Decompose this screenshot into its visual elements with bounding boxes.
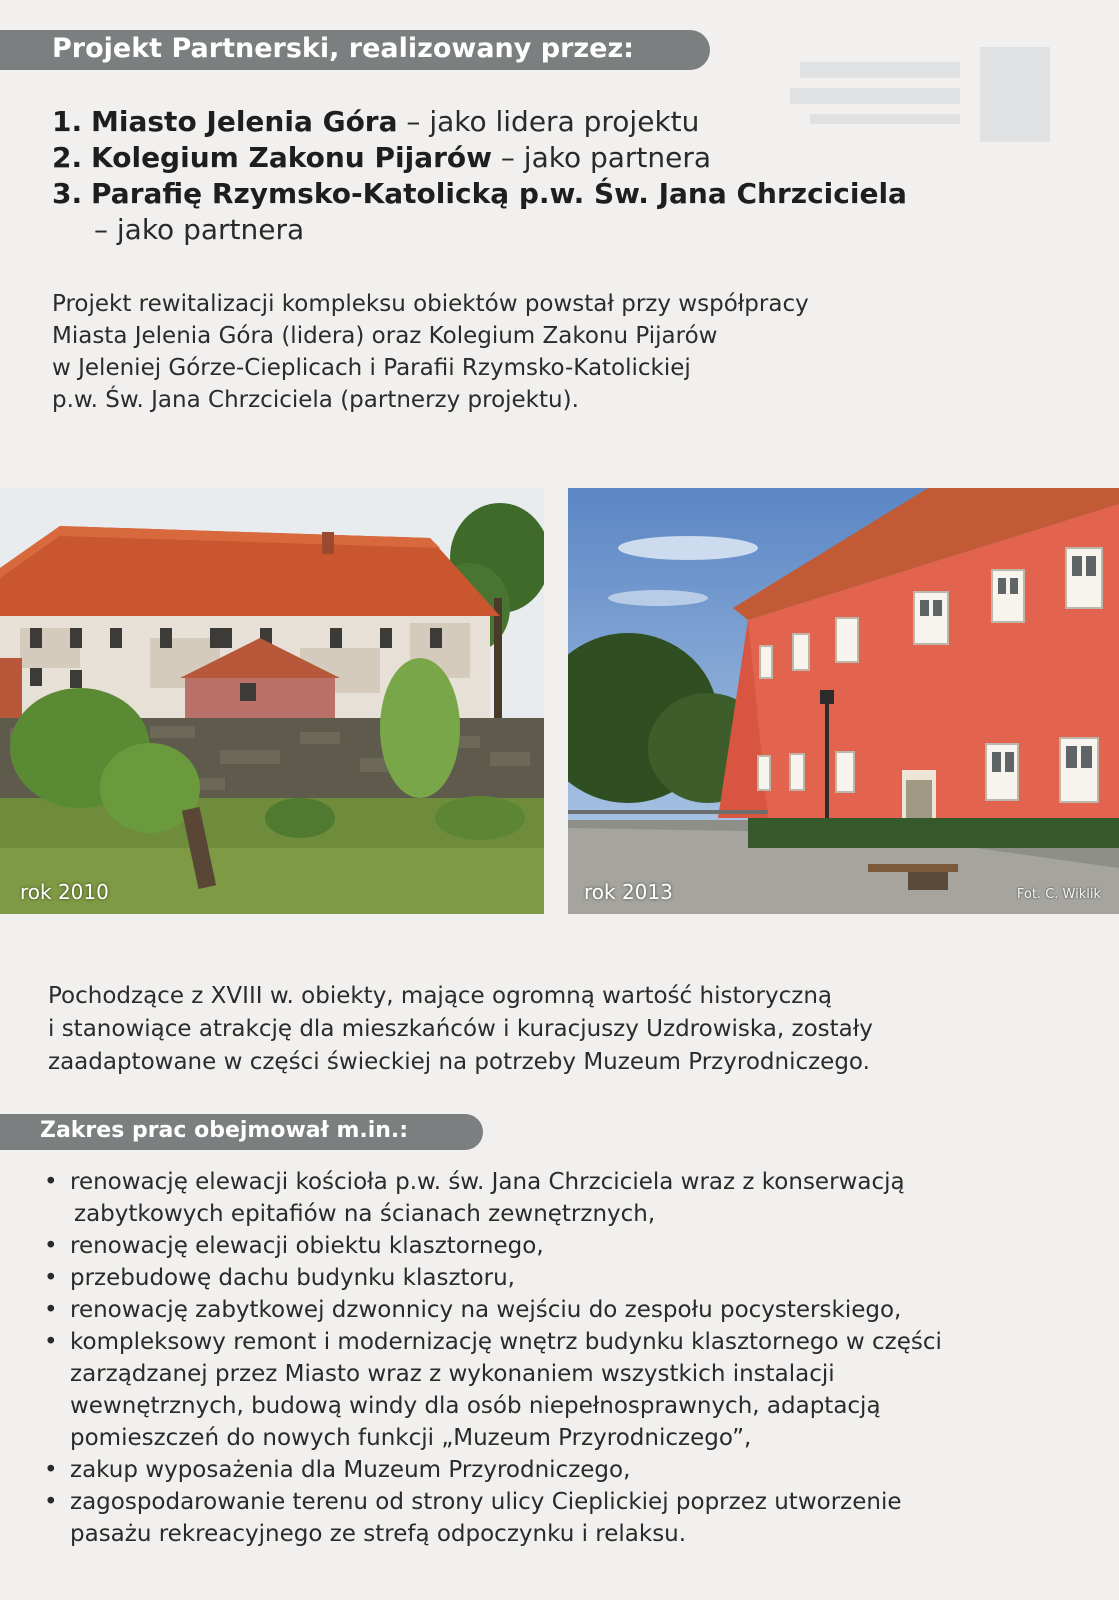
- list-item-line: renowację elewacji kościoła p.w. św. Jana Chrzciciela wraz z konserwacją: [70, 1169, 905, 1195]
- list-item: [44, 1294, 942, 1326]
- photo-before-2010: [0, 488, 544, 914]
- partner-role: – jako lidera projektu: [397, 105, 700, 138]
- partner-name: Kolegium Zakonu Pijarów: [91, 141, 492, 174]
- photo-after-2013: [568, 488, 1119, 914]
- bullet-icon: •: [44, 1265, 58, 1291]
- list-item-line: kompleksowy remont i modernizację wnętrz budynku klasztornego w części: [70, 1329, 942, 1355]
- list-item-line: zabytkowych epitafiów na ścianach zewnętrznych,: [74, 1201, 656, 1227]
- partner-item-1: [52, 104, 907, 140]
- intro-line: w Jeleniej Górze-Cieplicach i Parafii Rzymsko-Katolickiej: [52, 355, 691, 381]
- list-item-line: zakup wyposażenia dla Muzeum Przyrodniczego,: [70, 1457, 631, 1483]
- list-item-line: wewnętrznych, budową windy dla osób niepełnosprawnych, adaptacją: [70, 1393, 881, 1419]
- photo-caption-2010: rok 2010: [20, 880, 109, 904]
- list-item-line: renowację zabytkowej dzwonnicy na wejściu do zespołu pocysterskiego,: [70, 1297, 902, 1323]
- partner-name: Parafię Rzymsko-Katolicką p.w. Św. Jana Chrzciciela: [91, 177, 907, 210]
- partners-banner-title: Projekt Partnerski, realizowany przez:: [52, 33, 634, 64]
- list-item-line: renowację elewacji obiektu klasztornego,: [70, 1233, 544, 1259]
- list-item: [44, 1166, 942, 1230]
- list-item-line: zarządzanej przez Miasto wraz z wykonaniem wszystkich instalacji: [70, 1361, 835, 1387]
- intro-line: Miasta Jelenia Góra (lidera) oraz Kolegium Zakonu Pijarów: [52, 323, 718, 349]
- list-item: [44, 1486, 942, 1550]
- photo-caption-2013: rok 2013: [584, 880, 673, 904]
- ruined-monastery-illustration: [0, 488, 544, 914]
- bullet-icon: •: [44, 1329, 58, 1355]
- history-line: Pochodzące z XVIII w. obiekty, mające ogromną wartość historyczną: [48, 983, 832, 1009]
- partner-number: 1.: [52, 105, 83, 138]
- intro-line: p.w. Św. Jana Chrzciciela (partnerzy projektu).: [52, 387, 579, 413]
- renovated-monastery-illustration: [568, 488, 1119, 914]
- partner-item-2: [52, 140, 907, 176]
- partner-name: Miasto Jelenia Góra: [91, 105, 398, 138]
- list-item: [44, 1262, 942, 1294]
- bullet-icon: •: [44, 1297, 58, 1323]
- partner-number: 2.: [52, 141, 83, 174]
- list-item: [44, 1326, 942, 1454]
- list-item-line: zagospodarowanie terenu od strony ulicy Cieplickiej poprzez utworzenie: [70, 1489, 902, 1515]
- list-item: [44, 1230, 942, 1262]
- partner-item-3: [52, 176, 907, 212]
- list-item-line: pomieszczeń do nowych funkcji „Muzeum Przyrodniczego”,: [70, 1425, 752, 1451]
- partners-banner: [0, 30, 710, 70]
- bullet-icon: •: [44, 1169, 58, 1195]
- history-line: i stanowiące atrakcję dla mieszkańców i kuracjuszy Uzdrowiska, zostały: [48, 1016, 873, 1042]
- partner-item-3-role: – jako partnera: [94, 213, 305, 246]
- list-item-line: przebudowę dachu budynku klasztoru,: [70, 1265, 515, 1291]
- history-paragraph: [48, 980, 873, 1079]
- works-banner: [0, 1114, 483, 1150]
- intro-line: Projekt rewitalizacji kompleksu obiektów powstał przy współpracy: [52, 291, 809, 317]
- partner-number: 3.: [52, 177, 83, 210]
- photo-credit: Fot. C. Wiklik: [1016, 887, 1101, 902]
- bullet-icon: •: [44, 1233, 58, 1259]
- partners-list: [52, 104, 907, 248]
- bullet-icon: •: [44, 1457, 58, 1483]
- partner-role: – jako partnera: [492, 141, 712, 174]
- history-line: zaadaptowane w części świeckiej na potrzeby Muzeum Przyrodniczego.: [48, 1049, 870, 1075]
- intro-paragraph: [52, 288, 809, 416]
- list-item-line: pasażu rekreacyjnego ze strefą odpoczynku i relaksu.: [70, 1521, 687, 1547]
- bullet-icon: •: [44, 1489, 58, 1515]
- list-item: [44, 1454, 942, 1486]
- works-list: [44, 1166, 942, 1550]
- works-banner-title: Zakres prac obejmował m.in.:: [40, 1118, 409, 1143]
